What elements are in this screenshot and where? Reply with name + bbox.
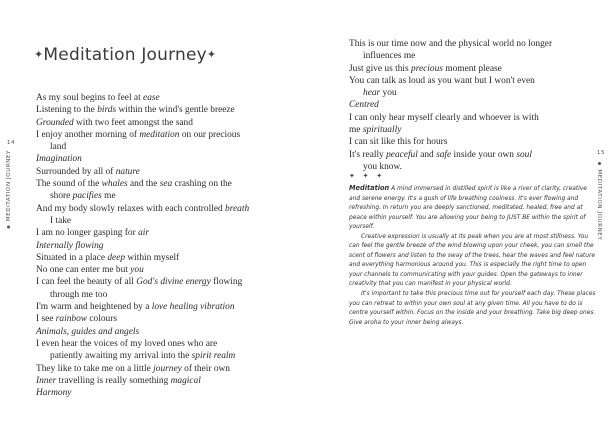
poem-text: me (101, 191, 116, 202)
poem-line (349, 124, 599, 136)
poem-line (36, 166, 296, 178)
poem-text: Situated in a place (36, 252, 108, 263)
poem-line (36, 117, 296, 129)
poem-line (36, 301, 296, 313)
left-running-header (6, 150, 12, 230)
right-page (305, 0, 610, 433)
poem-line (36, 363, 296, 375)
poem-emphasis: soul (516, 149, 532, 160)
poem-emphasis: spiritually (362, 125, 402, 136)
poem-text: travelling is really something (56, 375, 171, 386)
poem-text: flowing (210, 277, 243, 288)
poem-text: within the wind's gentle breeze (116, 105, 235, 116)
poem-emphasis: Imagination (36, 154, 82, 165)
poem-emphasis: Internally flowing (36, 240, 104, 251)
poem-text: and the (127, 179, 160, 190)
poem-emphasis: meditation (139, 129, 180, 140)
commentary-paragraph (349, 184, 596, 233)
poem-emphasis: you (130, 265, 144, 276)
poem-text: Just give us this (349, 63, 411, 74)
poem-text: I can feel the beauty of all (36, 277, 137, 288)
poem-text: and (417, 149, 437, 160)
poem-text: within myself (125, 252, 180, 263)
poem-text: This is our time now and the physical world no longer (349, 39, 553, 49)
poem-emphasis: Harmony (36, 388, 72, 399)
poem-text: you know. (363, 161, 402, 172)
poem-emphasis: air (138, 228, 150, 239)
poem-text: inside your own (451, 149, 517, 160)
poem-emphasis: journey (153, 363, 182, 374)
poem-emphasis: birds (97, 105, 117, 116)
poem-text: colours (87, 314, 117, 325)
left-page-number: 14 (6, 140, 16, 146)
poem-emphasis: hear (363, 88, 381, 99)
poem-line (36, 326, 296, 338)
poem-emphasis: magical (170, 375, 201, 386)
poem-emphasis: spirit realm (191, 351, 236, 362)
bullet-icon (8, 225, 11, 228)
poem-line (349, 63, 599, 75)
page-title-text: Meditation Journey (43, 45, 207, 66)
poem-emphasis: rainbow (55, 314, 88, 325)
poem-line (36, 178, 296, 190)
poem-line (349, 112, 599, 124)
poem-line (36, 129, 296, 141)
poem-text: It's really (349, 149, 387, 160)
commentary-text: A mind immersed in distilled spirit is like a river of clarity, creative and serene energy. It's a gush of life breathing coolness. It's ever flowing and refreshing. In return you are deeply sanctioned, meditated, healed, free and at peace within yourself. You are allowing your being to JUST BE within the spirit of yourself. (349, 186, 587, 231)
poem-text: on our precious (179, 129, 241, 140)
poem-emphasis: precious (411, 63, 443, 74)
poem-emphasis: God's divine energy (136, 277, 211, 288)
left-side-tab (6, 140, 16, 230)
poem-emphasis: breath (225, 203, 250, 214)
poem-emphasis: Grounded (36, 117, 74, 128)
poem-emphasis: safe (436, 149, 452, 160)
poem-text: through me too (50, 289, 108, 300)
poem-text: me (349, 125, 363, 136)
poem-text: influences me (363, 51, 416, 62)
right-poem (349, 38, 599, 173)
poem-line (36, 387, 296, 399)
poem-text: of their own (181, 363, 230, 374)
poem-line (36, 141, 296, 153)
poem-text: moment please (442, 63, 502, 74)
poem-line (36, 313, 296, 325)
poem-line (36, 289, 296, 301)
poem-line (36, 350, 296, 362)
poem-text: I'm warm and heightened by a (36, 302, 152, 313)
poem-line (36, 215, 296, 227)
poem-line (349, 149, 599, 161)
poem-line (36, 338, 296, 350)
meditation-commentary (349, 184, 596, 328)
poem-emphasis: peaceful (386, 149, 418, 160)
poem-text: As my soul begins to feel at (36, 93, 144, 103)
poem-emphasis: love healing vibration (151, 302, 235, 313)
left-running-header-text: MEDITATION JOURNEY (6, 150, 12, 222)
poem-text: I take (50, 215, 72, 226)
poem-line (36, 264, 296, 276)
poem-line (36, 227, 296, 239)
poem-emphasis: whales (101, 179, 128, 190)
poem-emphasis: nature (115, 166, 140, 177)
poem-text: I enjoy another morning of (36, 129, 140, 140)
commentary-paragraph: Creative expression is usually at its peak when you are at most stillness. You can feel the gentle breeze of the wind blowing upon your cheek, you can smell the scent of flowers and listen to the sway of the trees, hear the waves and feel nature and everything harmonious around you. This is especially the right time to open your channels to communicating with your guides. Open the gateways to inner creativity that you can manifest in your physical world. (349, 233, 596, 288)
four-point-star-icon: ✦ (206, 48, 217, 62)
poem-line (36, 375, 296, 387)
poem-line (349, 161, 599, 173)
poem-text: I even hear the voices of my loved ones who are (36, 338, 218, 349)
page-title (34, 45, 216, 65)
poem-line (349, 38, 599, 50)
poem-emphasis: deep (107, 252, 126, 263)
poem-emphasis: ease (143, 93, 160, 103)
poem-emphasis: pacifies (72, 191, 102, 202)
poem-line (36, 92, 296, 104)
poem-text: The sound of the (36, 179, 102, 190)
poem-line (36, 190, 296, 202)
right-running-header-text: MEDITATION JOURNEY (596, 169, 602, 241)
poem-emphasis: Centred (349, 100, 379, 111)
poem-line (36, 276, 296, 288)
poem-text: crashing on the (172, 179, 232, 190)
poem-emphasis: sea (159, 179, 173, 190)
poem-text: You can talk as loud as you want but I won't even (349, 75, 535, 86)
poem-line (36, 104, 296, 116)
poem-line (349, 87, 599, 99)
poem-line (36, 252, 296, 264)
commentary-lead: Meditation (349, 184, 390, 192)
poem-text: I can sit like this for hours (349, 137, 448, 148)
poem-text: you (380, 88, 397, 99)
left-poem (36, 92, 296, 399)
poem-text: with two feet amongst the sand (73, 117, 193, 128)
poem-line (349, 136, 599, 148)
right-page-number: 15 (596, 150, 606, 156)
poem-text: Listening to the (36, 105, 98, 116)
four-point-star-icon: ✦ (34, 48, 44, 62)
poem-text: land (50, 142, 67, 153)
commentary-paragraph: It's important to take this precious time out for yourself each day. These places you can retreat to within your own soul at any given time. All you have to do is centre yourself within. Focus on the inside and your breathing. Take big deep ones. Give aroha to your inner being always. (349, 291, 596, 326)
poem-text: shore (50, 191, 73, 202)
poem-text: I am no longer gasping for (36, 228, 139, 239)
poem-text: Surrounded by all of (36, 166, 116, 177)
poem-line (349, 75, 599, 87)
poem-text: I can only hear myself clearly and whoever is with (349, 112, 539, 123)
poem-emphasis: Inner (36, 375, 57, 386)
poem-text: No one can enter me but (36, 265, 131, 276)
ornament-divider: ✦ ✦ ✦ (349, 172, 386, 180)
poem-text: They like to take me on a little (36, 363, 154, 374)
poem-text: And my body slowly relaxes with each controlled (36, 203, 226, 214)
poem-line (36, 153, 296, 165)
poem-line (36, 240, 296, 252)
poem-line (349, 99, 599, 111)
poem-emphasis: Animals, guides and angels (36, 326, 140, 337)
poem-line (36, 203, 296, 215)
poem-line (349, 50, 599, 62)
poem-text: patiently awaiting my arrival into the (50, 351, 192, 362)
poem-text: I see (36, 314, 56, 325)
